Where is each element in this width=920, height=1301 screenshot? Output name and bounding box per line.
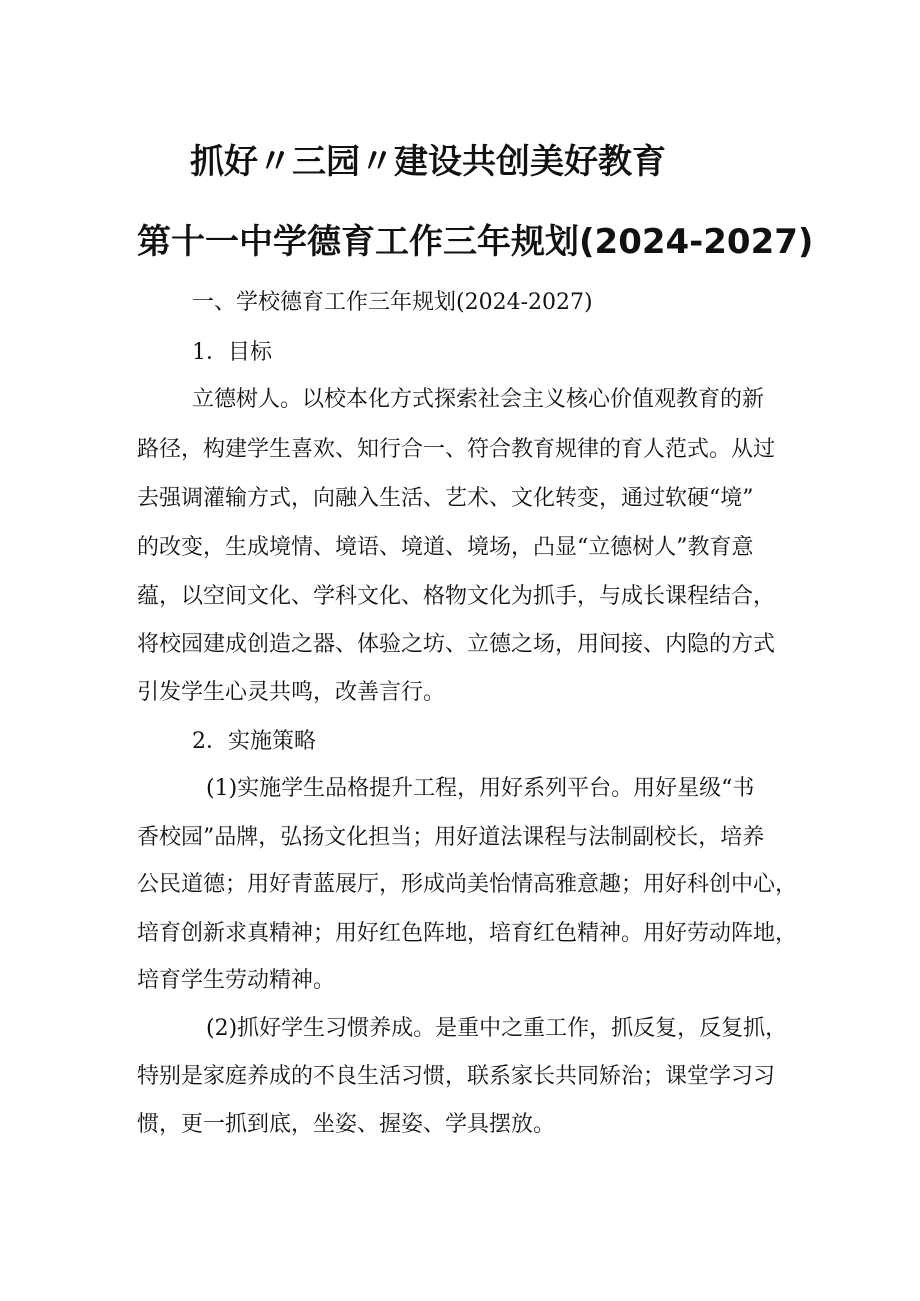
goal-line: 立德树人。以校本化方式探索社会主义核心价值观教育的新 [192, 387, 765, 412]
strategy1-line: 香校园”品牌，弘扬文化担当；用好道法课程与法制副校长，培养 [137, 825, 765, 850]
document-title-line1: 抓好〃三园〃建设共创美好教育 [190, 142, 666, 182]
goal-line: 将校园建成创造之器、体验之坊、立德之场，用间接、内隐的方式 [137, 632, 776, 657]
goal-line: 路径，构建学生喜欢、知行合一、符合教育规律的育人范式。从过 [137, 437, 776, 462]
goal-line: 引发学生心灵共鸣，改善言行。 [137, 680, 446, 705]
item1-heading: 1．目标 [192, 340, 272, 365]
goal-line: 去强调灌输方式，向融入生活、艺术、文化转变，通过软硬“境” [137, 486, 754, 511]
strategy2-line: (2)抓好学生习惯养成。是重中之重工作，抓反复，反复抓， [206, 1016, 788, 1041]
strategy1-line: 公民道德；用好青蓝展厅，形成尚美怡情高雅意趣；用好科创中心， [137, 872, 798, 897]
item2-heading: 2．实施策略 [192, 729, 316, 754]
strategy2-line: 惯，更一抓到底，坐姿、握姿、学具摆放。 [137, 1112, 556, 1137]
strategy2-line: 特别是家庭养成的不良生活习惯，联系家长共同矫治；课堂学习习 [137, 1064, 776, 1089]
goal-line: 的改变，生成境情、境语、境道、境场，凸显“立德树人”教育意 [137, 535, 754, 560]
document-title-line2: 第十一中学德育工作三年规划(2024-2027) [137, 222, 814, 262]
strategy1-line: 培育学生劳动精神。 [137, 968, 336, 993]
strategy1-line: (1)实施学生品格提升工程，用好系列平台。用好星级“书 [206, 776, 755, 801]
goal-line: 蕴，以空间文化、学科文化、格物文化为抓手，与成长课程结合， [137, 584, 776, 609]
section1-heading: 一、学校德育工作三年规划(2024-2027) [192, 290, 593, 315]
strategy1-line: 培育创新求真精神；用好红色阵地，培育红色精神。用好劳动阵地， [137, 921, 798, 946]
